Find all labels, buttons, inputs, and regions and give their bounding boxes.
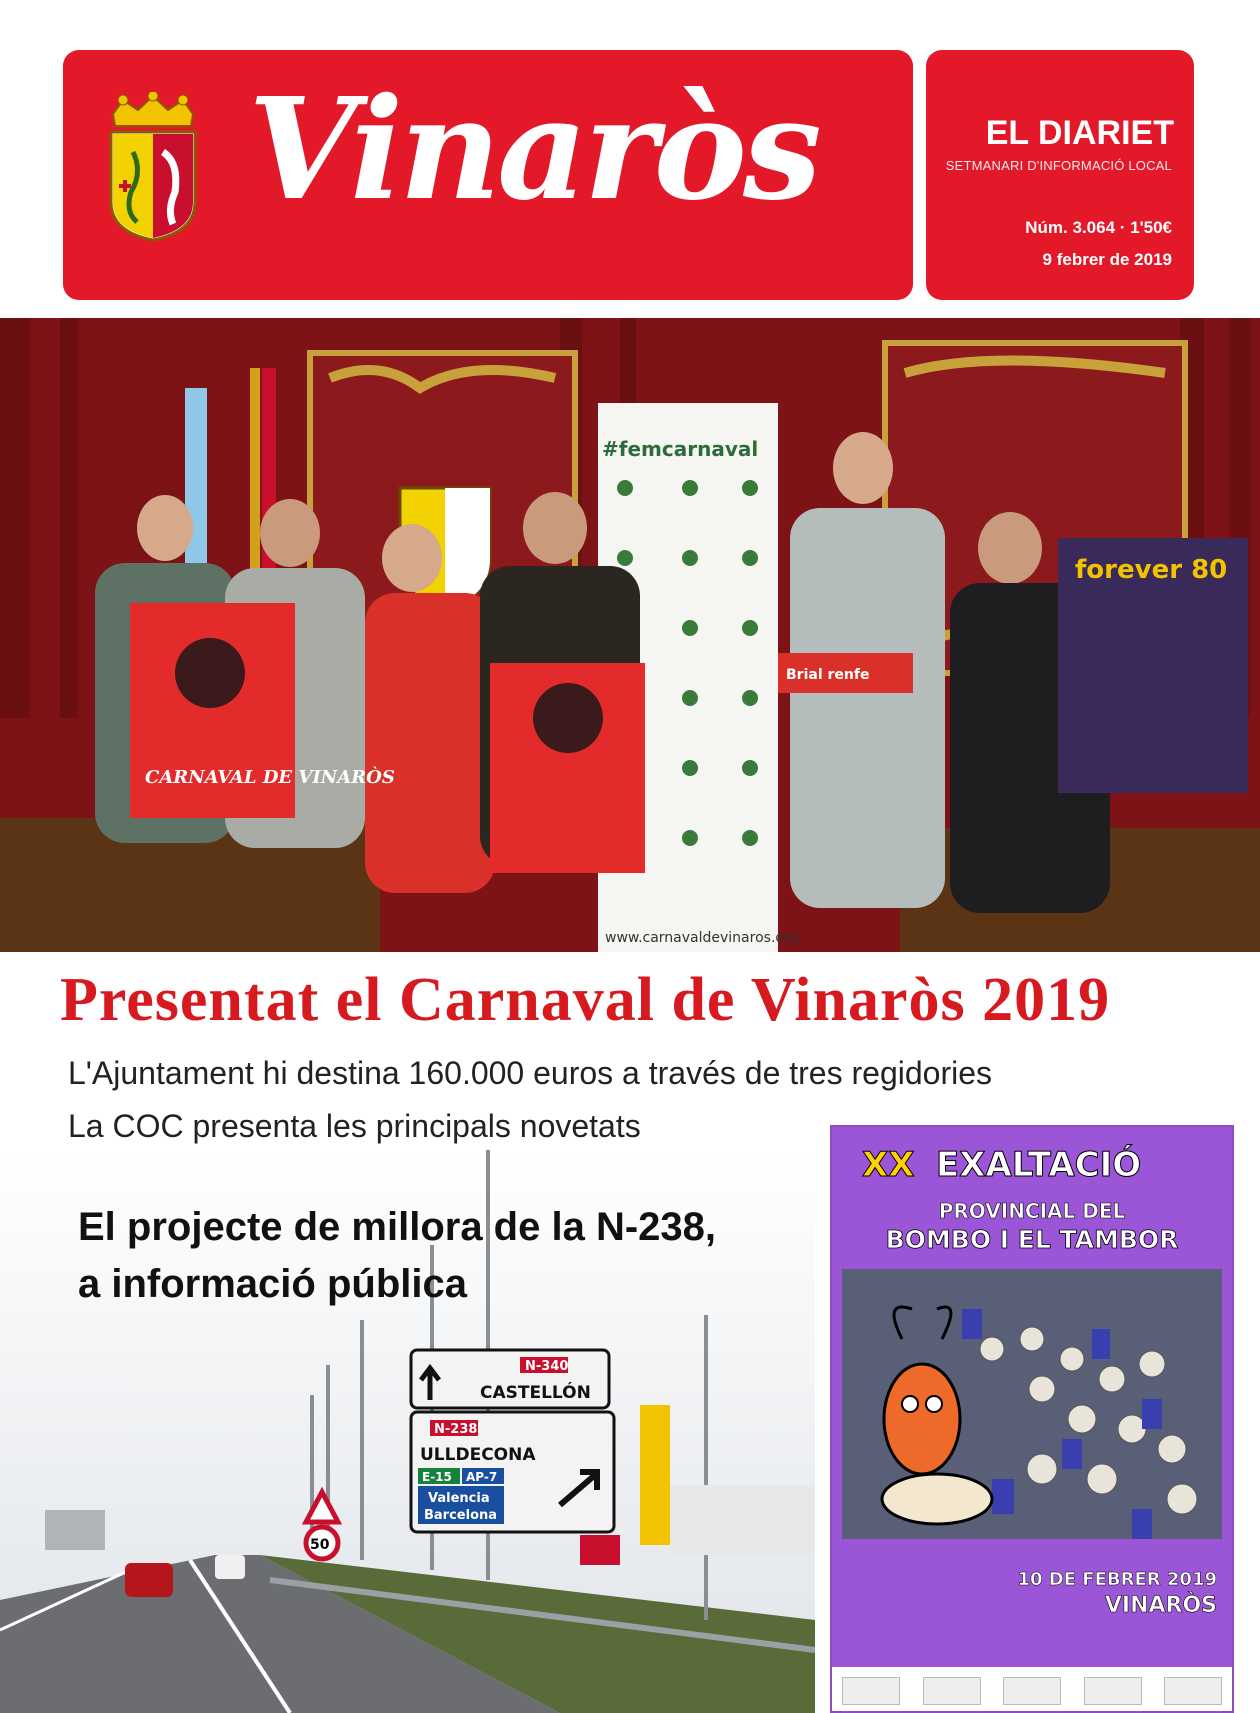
speed-limit-sign: 50 [310,1537,330,1553]
sign-ap7: AP-7 [466,1470,498,1484]
road-headline-line1: El projecte de millora de la N-238, [78,1205,717,1249]
carnaval-presentation-photo [0,318,1260,952]
sign-ulldecona: ULLDECONA [420,1445,536,1465]
poster-left-label: CARNAVAL DE VINARÒS [145,767,395,788]
sponsor-logo-associacio [1003,1677,1061,1705]
sponsor-logo-diputacio [842,1677,900,1705]
drummers-crowd-image [842,1269,1222,1539]
poster-date: 10 DE FEBRER 2019 [1017,1569,1217,1590]
sign-e15: E-15 [422,1470,452,1484]
banner-url: www.carnavaldevinaros.org [605,930,799,946]
sponsor-logo-5 [1164,1677,1222,1705]
poster-title: EXALTACIÓ [936,1145,1142,1185]
poster-roman-numeral: XX [862,1145,915,1185]
sign-n238: N-238 [434,1422,478,1437]
issue-number: Núm. 3.064 · 1'50€ [1025,218,1172,237]
lead-headline: Presentat el Carnaval de Vinaròs 2019 [60,966,1111,1034]
sign-n340: N-340 [525,1359,569,1374]
sponsor-logo-ajuntament [923,1677,981,1705]
poster-sponsor-logos [842,1675,1222,1707]
coat-of-arms-icon [103,92,203,242]
sponsor-card: Brial renfe [786,667,870,683]
banner-hashtag: #femcarnaval [602,437,759,461]
sign-castellon: CASTELLÓN [480,1383,591,1403]
masthead-logo-panel [63,50,913,300]
sign-valencia: Valencia [428,1491,490,1506]
road-headline-line2: a informació pública [78,1262,467,1306]
poster-line2: PROVINCIAL DEL [938,1199,1126,1223]
poster-right-label: forever 80 [1075,555,1228,585]
publication-title: EL DIARIET [985,114,1174,152]
sponsor-logo-4 [1084,1677,1142,1705]
masthead-info-panel [926,50,1194,300]
poster-city: VINARÒS [1104,1593,1217,1618]
publication-subtitle: SETMANARI D'INFORMACIÓ LOCAL [945,158,1172,173]
exaltacio-poster [830,1125,1234,1713]
sign-barcelona: Barcelona [424,1508,498,1523]
lead-subhead-1: L'Ajuntament hi destina 160.000 euros a través de tres regidories [68,1055,992,1091]
issue-date: 9 febrer de 2019 [1042,250,1172,269]
masthead-logo: Vinaròs [248,68,818,232]
lead-subhead-2: La COC presenta les principals novetats [68,1108,641,1144]
poster-line3: BOMBO I EL TAMBOR [885,1225,1179,1254]
